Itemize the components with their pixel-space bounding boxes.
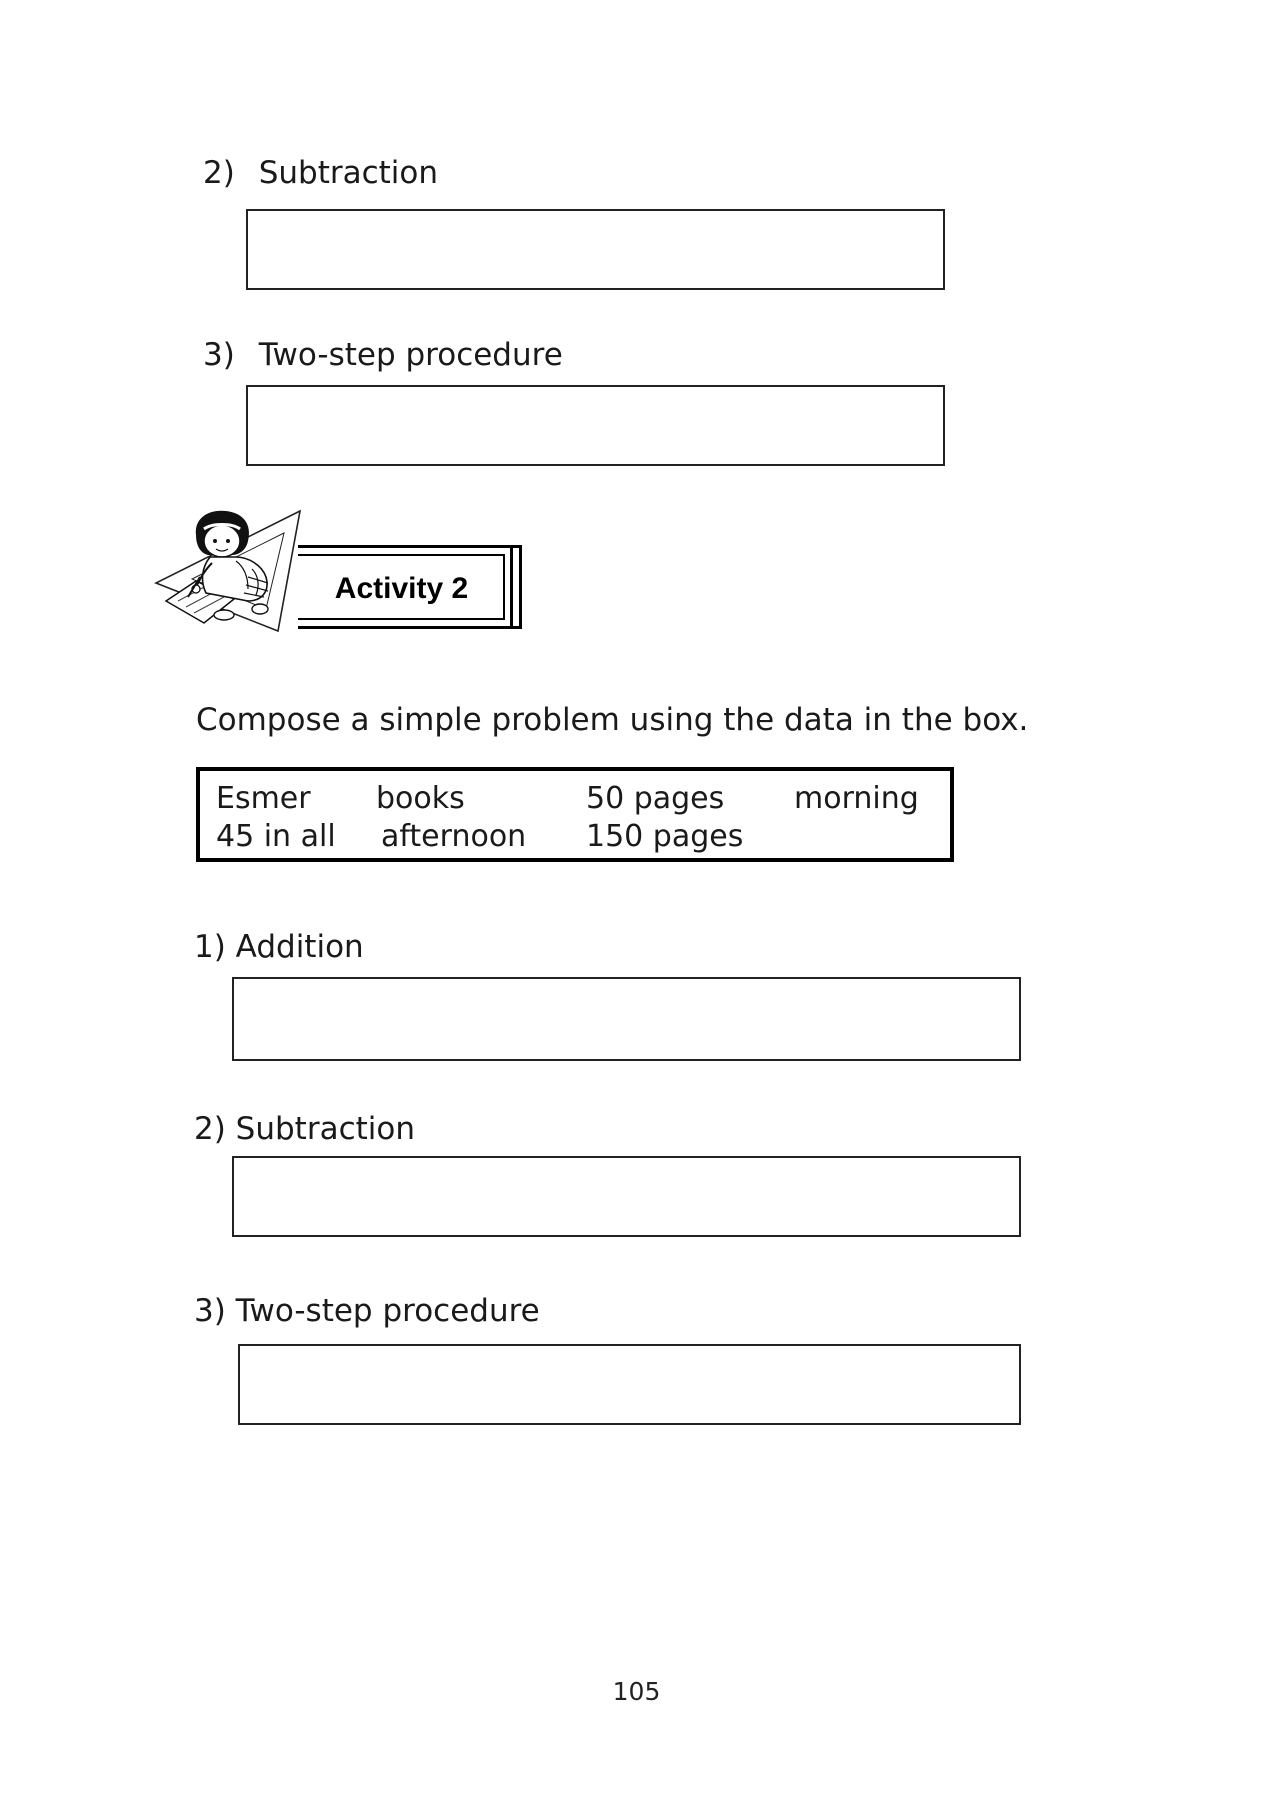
data-word: Esmer — [216, 781, 311, 816]
question-subtraction-label: 2) Subtraction — [194, 1111, 415, 1147]
item-2-number: 2) — [203, 155, 235, 191]
data-word: 150 pages — [586, 819, 744, 854]
instruction-text: Compose a simple problem using the data in the box. — [196, 702, 1029, 738]
page-number: 105 — [612, 1677, 661, 1706]
data-box — [196, 767, 954, 862]
two-step-answer-box-top[interactable] — [246, 385, 945, 466]
data-word: books — [376, 781, 465, 816]
activity-title: Activity 2 — [334, 572, 469, 605]
item-2-text: Subtraction — [258, 155, 439, 191]
item-3-text: Two-step procedure — [258, 337, 563, 373]
data-word: 50 pages — [586, 781, 725, 816]
subtraction-answer-box[interactable] — [232, 1156, 1021, 1237]
data-word: afternoon — [381, 819, 527, 854]
two-step-answer-box[interactable] — [238, 1344, 1021, 1425]
item-2-label — [203, 155, 438, 191]
question-two-step-label: 3) Two-step procedure — [194, 1293, 540, 1329]
data-word: morning — [794, 781, 919, 816]
addition-answer-box[interactable] — [232, 977, 1021, 1061]
girl-drawing-illustration — [152, 505, 310, 635]
data-word: 45 in all — [216, 819, 336, 854]
subtraction-answer-box-top[interactable] — [246, 209, 945, 290]
item-3-label — [203, 337, 563, 373]
activity-banner — [298, 545, 522, 629]
question-addition-label: 1) Addition — [194, 929, 364, 965]
item-3-number: 3) — [203, 337, 235, 373]
